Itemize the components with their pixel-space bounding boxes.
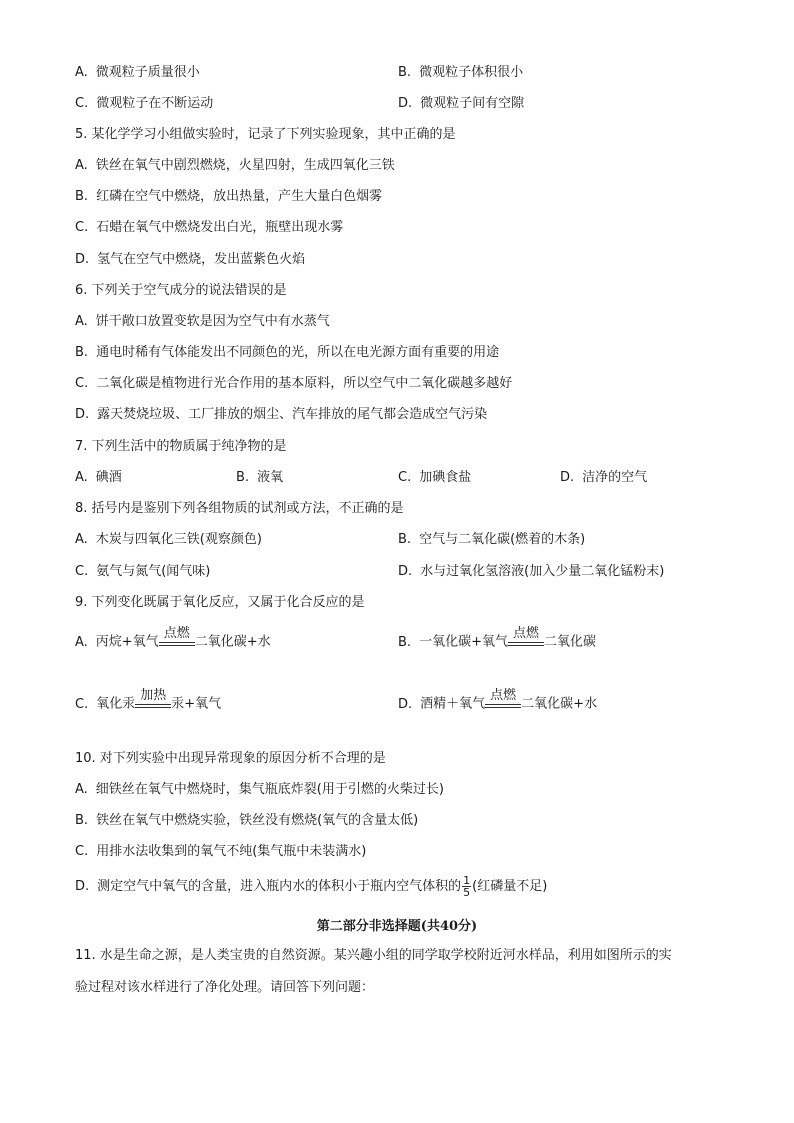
option-text: 铁丝在氧气中剧烈燃烧，火星四射，生成四氧化三铁 — [95, 158, 395, 173]
option-text: 微观粒子质量很小 — [95, 65, 200, 80]
q5-option-c — [75, 219, 343, 237]
option-label: D. — [398, 96, 413, 111]
option-label: A. — [75, 65, 88, 80]
q5-stem: 5. 某化学学习小组做实验时，记录了下列实验现象，其中正确的是 — [75, 127, 456, 142]
q8-option-d — [398, 563, 664, 581]
q4-option-b — [398, 64, 523, 82]
q5-option-b — [75, 188, 382, 206]
q7-option-b — [236, 469, 283, 487]
option-label: C. — [75, 564, 89, 579]
option-text: 水与过氧化氢溶液(加入少量二氧化锰粉末) — [420, 564, 665, 579]
option-label: D. — [398, 564, 413, 579]
option-label: D. — [75, 879, 90, 894]
q9-option-a — [75, 627, 271, 658]
q10-option-d — [75, 872, 547, 902]
option-text: 通电时稀有气体能发出不同颜色的光，所以在电光源方面有重要的用途 — [96, 345, 500, 360]
option-label: B. — [398, 65, 412, 80]
q4-option-a — [75, 64, 200, 82]
fraction — [462, 875, 471, 898]
q10-option-c — [75, 843, 366, 861]
q8-option-c — [75, 563, 210, 581]
products: 汞+氧气 — [171, 696, 222, 712]
q4-option-c — [75, 95, 213, 113]
reaction-condition: 加热 — [140, 688, 167, 703]
option-text: 木炭与四氧化三铁(观察颜色) — [95, 532, 262, 547]
q5-option-d — [75, 251, 305, 269]
option-text: 微观粒子在不断运动 — [96, 96, 214, 111]
option-label: A. — [75, 634, 88, 650]
q10-stem: 10. 对下列实验中出现异常现象的原因分析不合理的是 — [75, 751, 386, 766]
q6-stem: 6. 下列关于空气成分的说法错误的是 — [75, 283, 287, 298]
option-text: 微观粒子间有空隙 — [420, 96, 525, 111]
option-text: 加碘食盐 — [419, 470, 472, 485]
reactants: 酒精＋氧气 — [420, 696, 486, 712]
option-label: C. — [398, 470, 412, 485]
q9-option-d — [398, 689, 597, 720]
fraction-denominator: 5 — [463, 886, 471, 899]
option-text: 微观粒子体积很小 — [419, 65, 524, 80]
option-text: 液氧 — [257, 470, 284, 485]
q4-option-d — [398, 95, 524, 113]
option-label: C. — [75, 696, 89, 712]
option-label: B. — [398, 634, 412, 650]
q8-stem: 8. 括号内是鉴别下列各组物质的试剂或方法，不正确的是 — [75, 501, 404, 516]
reactants: 一氧化碳+氧气 — [419, 634, 508, 650]
option-text: 用排水法收集到的氧气不纯(集气瓶中未装满水) — [96, 844, 367, 859]
option-text: 饼干敞口放置变软是因为空气中有水蒸气 — [95, 314, 330, 329]
option-text: 二氧化碳是植物进行光合作用的基本原料，所以空气中二氧化碳越多越好 — [96, 376, 513, 391]
reaction-condition: 点燃 — [490, 688, 517, 703]
fraction-numerator: 1 — [463, 874, 471, 887]
option-text: 洁净的空气 — [582, 470, 648, 485]
q11-stem-line1: 11. 水是生命之源，是人类宝贵的自然资源。某兴趣小组的同学取学校附近河水样品，利用如图所示的实 — [75, 948, 672, 963]
option-text: 细铁丝在氧气中燃烧时，集气瓶底炸裂(用于引燃的火柴过长) — [95, 782, 444, 797]
option-text: 氨气与氮气(闻气味) — [96, 564, 211, 579]
option-label: C. — [75, 220, 89, 235]
q9-option-b — [398, 627, 596, 658]
option-label: B. — [75, 189, 89, 204]
option-label: B. — [75, 345, 89, 360]
option-label: B. — [75, 813, 89, 828]
reaction-arrow — [508, 627, 544, 657]
products: 二氧化碳 — [543, 634, 596, 650]
reaction-arrow — [485, 689, 521, 719]
option-text: 露天焚烧垃圾、工厂排放的烟尘、汽车排放的尾气都会造成空气污染 — [97, 407, 488, 422]
q7-option-d — [560, 469, 647, 487]
products: 二氧化碳+水 — [194, 634, 271, 650]
section-title: 第二部分非选择题(共40分) — [316, 919, 478, 934]
q6-option-d — [75, 406, 487, 424]
q8-option-b — [398, 531, 585, 549]
reaction-condition: 点燃 — [163, 626, 190, 641]
q5-option-a — [75, 157, 395, 175]
q6-option-c — [75, 375, 512, 393]
q9-option-c — [75, 689, 221, 720]
q8-option-a — [75, 531, 262, 549]
q10-option-a — [75, 781, 444, 799]
products: 二氧化碳+水 — [521, 696, 598, 712]
option-text: 测定空气中氧气的含量，进入瓶内水的体积小于瓶内空气体积的 — [97, 879, 462, 894]
q7-stem: 7. 下列生活中的物质属于纯净物的是 — [75, 439, 287, 454]
option-label: A. — [75, 532, 88, 547]
option-text: 红磷在空气中燃烧，放出热量，产生大量白色烟雾 — [96, 189, 383, 204]
q6-option-a — [75, 313, 330, 331]
q7-option-c — [398, 469, 471, 487]
option-text: 氢气在空气中燃烧，发出蓝紫色火焰 — [97, 252, 306, 267]
reactants: 氧化汞 — [96, 696, 136, 712]
option-label: D. — [75, 252, 90, 267]
q7-option-a — [75, 469, 122, 487]
option-text: 碘酒 — [95, 470, 122, 485]
option-text: 空气与二氧化碳(燃着的木条) — [419, 532, 586, 547]
reaction-condition: 点燃 — [512, 626, 539, 641]
q11-stem-line2: 验过程对该水样进行了净化处理。请回答下列问题： — [75, 980, 375, 995]
option-text: 铁丝在氧气中燃烧实验，铁丝没有燃烧(氧气的含量太低) — [96, 813, 419, 828]
option-label: D. — [75, 407, 90, 422]
option-label: C. — [75, 376, 89, 391]
option-label: D. — [560, 470, 575, 485]
q10-option-b — [75, 812, 418, 830]
option-label: B. — [398, 532, 412, 547]
option-label: A. — [75, 782, 88, 797]
option-label: C. — [75, 96, 89, 111]
option-label: B. — [236, 470, 250, 485]
reactants: 丙烷+氧气 — [95, 634, 159, 650]
option-label: A. — [75, 314, 88, 329]
option-label: D. — [398, 696, 413, 712]
option-tail: (红磷量不足) — [472, 879, 548, 894]
option-text: 石蜡在氧气中燃烧发出白光，瓶壁出现水雾 — [96, 220, 344, 235]
option-label: C. — [75, 844, 89, 859]
reaction-arrow — [135, 689, 171, 719]
option-label: A. — [75, 470, 88, 485]
option-label: A. — [75, 158, 88, 173]
q9-stem: 9. 下列变化既属于氧化反应，又属于化合反应的是 — [75, 595, 365, 610]
q6-option-b — [75, 344, 499, 362]
reaction-arrow — [159, 627, 195, 657]
